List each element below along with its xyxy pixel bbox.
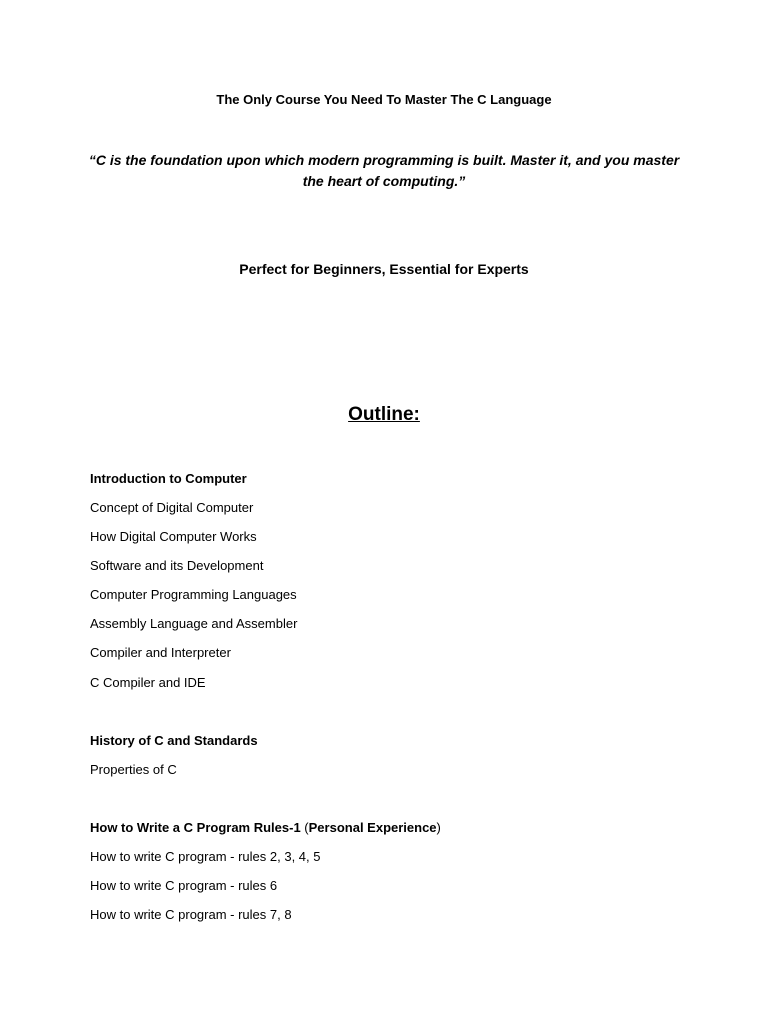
outline-item: Concept of Digital Computer bbox=[90, 500, 254, 515]
tagline: Perfect for Beginners, Essential for Experts bbox=[239, 261, 529, 277]
outline-item: Properties of C bbox=[90, 762, 177, 777]
quote-text: “C is the foundation upon which modern programming is built. Master it, and you master the heart of computing.” bbox=[88, 152, 680, 189]
outline-item: Computer Programming Languages bbox=[90, 587, 297, 602]
section-heading-intro: Introduction to Computer bbox=[90, 471, 247, 486]
outline-item: How Digital Computer Works bbox=[90, 529, 257, 544]
outline-item: How to write C program - rules 2, 3, 4, 5 bbox=[90, 849, 321, 864]
outline-item: Software and its Development bbox=[90, 558, 264, 573]
paren-close: ) bbox=[436, 820, 441, 835]
outline-heading: Outline: bbox=[348, 404, 420, 425]
section-heading-rules bbox=[90, 820, 441, 835]
outline-item: How to write C program - rules 6 bbox=[90, 878, 278, 893]
section-heading-rules-main: How to Write a C Program Rules-1 bbox=[90, 820, 305, 835]
outline-item: How to write C program - rules 7, 8 bbox=[90, 907, 292, 922]
section-heading-history: History of C and Standards bbox=[90, 733, 258, 748]
outline-item: Assembly Language and Assembler bbox=[90, 616, 298, 631]
document-title: The Only Course You Need To Master The C Language bbox=[216, 92, 552, 107]
section-heading-rules-paren-text: Personal Experience bbox=[308, 820, 437, 835]
paren-open: ( bbox=[304, 820, 309, 835]
outline-item: C Compiler and IDE bbox=[90, 675, 206, 690]
outline-item: Compiler and Interpreter bbox=[90, 645, 231, 660]
